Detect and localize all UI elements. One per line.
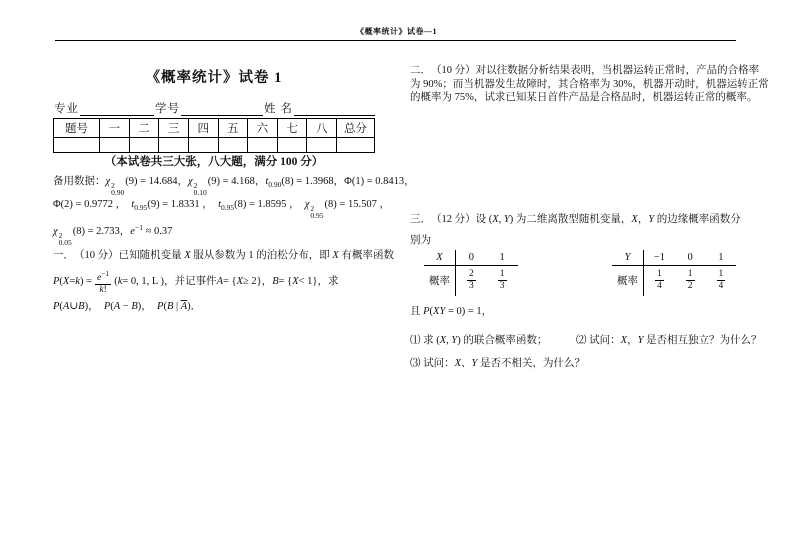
fraction: $\frac{1}{2}$: [687, 269, 693, 292]
question-3-sub-1: ⑴ 求 (X, Y) 的联合概率函数；: [410, 335, 548, 346]
table-y-value: 0: [675, 250, 706, 265]
score-empty-cell: [159, 138, 189, 153]
question-3-subquestions: [410, 333, 762, 348]
reference-data: [53, 170, 415, 247]
score-header-cell: 五: [218, 119, 248, 138]
student-id-label: 学号: [155, 103, 180, 115]
marginal-table-y: [612, 250, 736, 296]
score-empty-cell: [218, 138, 248, 153]
major-blank: [80, 102, 154, 116]
score-table: [53, 118, 375, 153]
table-y-value: 1: [706, 250, 737, 265]
question-3-sub-2: ⑵ 试问：X，Y 是否相互独立？为什么？: [576, 335, 762, 346]
score-empty-cell: [100, 138, 130, 153]
question-1-line-3: P(A∪B)， P(A − B)， P(B | $\overline{A}$)．: [53, 301, 202, 312]
fraction: $\frac{2}{3}$: [469, 269, 474, 292]
score-empty-cell: [307, 138, 337, 153]
student-id-blank: [181, 102, 263, 116]
table-y-prob-cell: [644, 265, 675, 296]
score-header-cell: 二: [129, 119, 159, 138]
marginal-tables: [410, 250, 750, 300]
score-empty-cell: [277, 138, 307, 153]
table-y-value: −1: [644, 250, 675, 265]
score-table-empty-row: [54, 138, 375, 153]
reference-line-2: Φ(2) = 0.9772 ， $t_{0.95}(9) = 1.8331$ ， $t_{0.95}(8) = 1.8595$ ， χ 2 0.95 (8) = 15.507 ，: [53, 199, 390, 220]
table-y-prob-cell: [706, 265, 737, 296]
name-label: 姓 名: [264, 103, 293, 115]
question-1: [53, 249, 394, 315]
score-table-header-row: [54, 119, 375, 138]
question-3-heading-2: 别为: [410, 235, 431, 246]
major-label: 专业: [54, 103, 79, 115]
score-empty-cell: [54, 138, 100, 153]
marginal-table-x: [424, 250, 518, 296]
running-header: 《概率统计》试卷—1: [356, 27, 437, 36]
table-y-header-row: [612, 250, 736, 265]
score-empty-cell: [248, 138, 278, 153]
score-header-cell: 八: [307, 119, 337, 138]
score-empty-cell: [337, 138, 375, 153]
score-header-cell: 总分: [337, 119, 375, 138]
right-column: [410, 0, 769, 560]
question-1-line-1: 一． （10 分）已知随机变量 X 服从参数为 1 的泊松分布，即 X 有概率函数: [53, 250, 394, 261]
score-header-cell: 题号: [54, 119, 100, 138]
paper-note: （本试卷共三大张，八大题，满分 100 分）: [104, 156, 324, 168]
table-x-prob-label: 概率: [424, 265, 456, 296]
reference-line-1: 备用数据：χ 2 0.90 (9) = 14.684，χ 2 0.10 (9) = 4.168，$t_{0.90}(8) = 1.3968$，Φ(1) = 0.8413，: [53, 176, 415, 197]
question-2-line-3: 的概率为 75%，试求已知某日首件产品是合格品时，机器运转正常的概率。: [410, 92, 758, 103]
name-blank: [294, 102, 375, 116]
table-y-prob-label: 概率: [612, 265, 644, 296]
table-x-value: 1: [487, 250, 518, 265]
question-1-formula-line: P ( X = k ) = $\frac{e^{-1}}{k!}$ ( k = 0, 1, L )，并记事件 A = { X ≥ 2}， B = { X < 1}，求: [53, 269, 339, 295]
table-x-header-row: [424, 250, 518, 265]
reference-line-3: χ 2 0.05 (8) = 2.733，$e^{-1} \approx 0.37$: [53, 223, 173, 247]
question-2-line-1: 二． （10 分）对以往数据分析结果表明，当机器运转正常时，产品的合格率: [410, 65, 760, 76]
score-empty-cell: [188, 138, 218, 153]
question-3-condition: 且 P(XY = 0) = 1，: [410, 306, 493, 317]
table-y-prob-cell: [675, 265, 706, 296]
table-x-prob-cell: [487, 265, 518, 296]
score-header-cell: 三: [159, 119, 189, 138]
table-x-variable: X: [424, 250, 456, 265]
question-3-sub-3: ⑶ 试问：X、Y 是否不相关，为什么？: [410, 358, 586, 369]
table-y-prob-row: [612, 265, 736, 296]
left-column: [53, 0, 415, 560]
score-header-cell: 一: [100, 119, 130, 138]
table-x-prob-row: [424, 265, 518, 296]
fraction: $\frac{1}{4}$: [657, 269, 662, 292]
table-x-value: 0: [456, 250, 487, 265]
score-empty-cell: [129, 138, 159, 153]
question-3: [410, 213, 762, 371]
exam-title: 《概率统计》试卷 1: [145, 70, 283, 86]
fraction: $\frac{1}{4}$: [718, 269, 724, 292]
question-3-heading: 三． （12 分）设 (X, Y) 为二维离散型随机变量，X，Y 的边缘概率函数分: [410, 214, 741, 225]
score-header-cell: 六: [248, 119, 278, 138]
student-info-line: [53, 100, 375, 116]
table-y-variable: Y: [612, 250, 644, 265]
fraction: $\frac{1}{3}$: [499, 269, 505, 292]
table-x-prob-cell: [456, 265, 487, 296]
score-header-cell: 七: [277, 119, 307, 138]
question-2: [410, 64, 769, 105]
score-header-cell: 四: [188, 119, 218, 138]
question-2-line-2: 为 90%；而当机器发生故障时，其合格率为 30%，机器开动时，机器运转正常: [410, 78, 769, 90]
